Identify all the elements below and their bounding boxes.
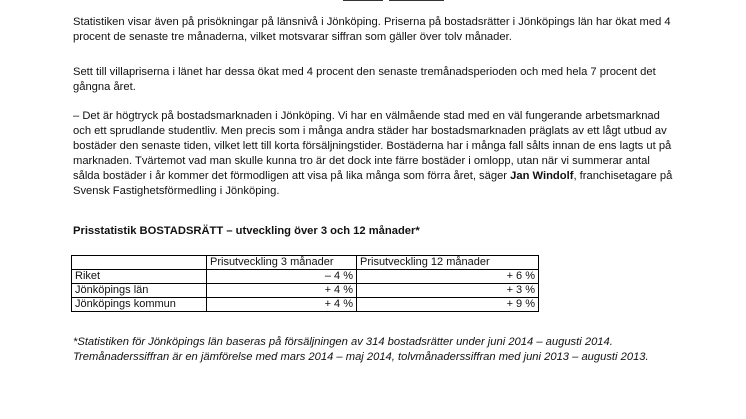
table-cell: + 6 % [357, 270, 539, 284]
table-header-cell: Prisutveckling 3 månader [207, 256, 357, 270]
table-row-label: Jönköpings län [72, 284, 207, 298]
table-header-cell [72, 256, 207, 270]
paragraph-villa-prices: Sett till villapriserna i länet har dessa ökat med 4 procent den senaste tremånadsperioden och med hela 7 procent det gångna året. [73, 66, 656, 93]
table-row-label: Jönköpings kommun [72, 298, 207, 312]
table-row [72, 270, 539, 284]
table-heading: Prisstatistik BOSTADSRÄTT – utveckling över 3 och 12 månader* [73, 225, 420, 237]
table-cell: + 4 % [207, 284, 357, 298]
table-cell: + 3 % [357, 284, 539, 298]
table-header-row [72, 256, 539, 270]
price-statistics-table [71, 255, 539, 312]
table-cell: – 4 % [207, 270, 357, 284]
quote-text: – Det är högtryck på bostadsmarknaden i Jönköping. Vi har en välmående stad med en väl fungerande arbetsmarknad och ett sprudlande studentliv. Men precis som i många andra städer har bostadsmarknaden präglats av ett lågt utbud av bostäder den senaste tiden, vilket lett till korta försäljningstider. Bostäderna har i många fall sålts innan de ens lagts ut på marknaden. Tvärtemot vad man skulle kunna tro är det dock inte färre bostäder i omlopp, utan när vi summerar antal sålda bostäder i år kommer det förmodligen att visa på lika många som förra året, säger [73, 110, 672, 182]
table-cell: + 9 % [357, 298, 539, 312]
footnote: *Statistiken för Jönköpings län baseras på försäljningen av 314 bostadsrätter under juni 2014 – augusti 2014. Tremånaderssiffran är en jämförelse med mars 2014 – maj 2014, tolvmånaderssiffran med juni 2013 – augusti 2013. [73, 336, 649, 363]
table-row-label: Riket [72, 270, 207, 284]
table-row [72, 284, 539, 298]
clipped-text-fragment [343, 0, 453, 3]
quote-author-title: , franchisetagare på Svensk Fastighetsförmedling i Jönköping. [73, 170, 673, 197]
table-row [72, 298, 539, 312]
table-cell: + 4 % [207, 298, 357, 312]
table-header-cell: Prisutveckling 12 månader [357, 256, 539, 270]
paragraph-quote [73, 109, 673, 199]
quote-author-name: Jan Windolf [510, 170, 574, 182]
paragraph-county-prices: Statistiken visar även på prisökningar på länsnivå i Jönköping. Priserna på bostadsrätter i Jönköpings län har ökat med 4 procent de senaste tre månaderna, vilket motsvarar siffran som gäller över tolv månader. [73, 16, 671, 43]
